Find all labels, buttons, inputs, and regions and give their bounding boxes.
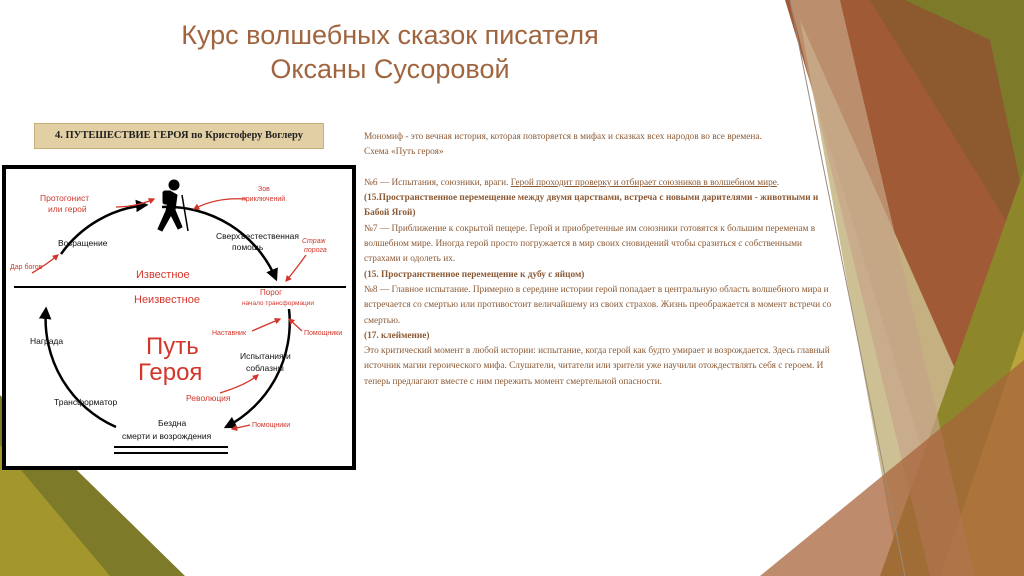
label-call-1: Зов bbox=[258, 186, 270, 193]
stage-6-link[interactable]: Герой проходит проверку и отбирает союзников в волшебном мире bbox=[510, 177, 777, 188]
section-label: 4. ПУТЕШЕСТВИЕ ГЕРОЯ по Кристоферу Воглеру bbox=[34, 123, 324, 149]
stage-reward: Награда bbox=[30, 336, 64, 346]
label-helpers-2: Помощники bbox=[252, 422, 291, 429]
stage-supernatural-1: Сверхъестественная bbox=[216, 231, 299, 241]
label-call-2: приключений bbox=[242, 196, 286, 203]
intro-paragraph: Мономиф - это вечная история, которая повторяется в мифах и сказках всех народов во все времена. bbox=[364, 132, 762, 142]
known-label: Известное bbox=[136, 269, 190, 281]
label-mentor: Наставник bbox=[212, 330, 247, 337]
critical-moment-paragraph: Это критический момент в любой истории: испытание, когда герой как будто умирает и возрождается. Здесь главный источник магии героического мифа. Слушатели, читатели или зрители уже научили отождествлять себя с героем. И теперь предлагают вместе с ним пережить момент смертельной опасности. bbox=[364, 346, 830, 387]
label-threshold-1: Порог bbox=[260, 288, 283, 297]
page-title bbox=[120, 18, 660, 86]
title-line-2: Оксаны Сусоровой bbox=[270, 54, 510, 84]
stage-abyss-2: смерти и возрождения bbox=[122, 431, 212, 441]
stage-return: Возращение bbox=[58, 238, 108, 248]
stage-supernatural-2: помощь bbox=[232, 242, 264, 252]
unknown-label: Неизвестное bbox=[134, 294, 200, 306]
title-line-1: Курс волшебных сказок писателя bbox=[181, 20, 599, 50]
stage-trials-1: Испытания и bbox=[240, 351, 291, 361]
spacer bbox=[364, 161, 834, 176]
label-revolution: Революция bbox=[186, 393, 231, 403]
label-protagonist-1: Протогонист bbox=[40, 193, 90, 203]
hero-journey-diagram bbox=[2, 165, 356, 470]
hero-journey-svg bbox=[6, 169, 352, 466]
stage-trials-2: соблазны bbox=[246, 363, 284, 373]
label-gift: Дар богов bbox=[10, 264, 43, 271]
stage-6-paragraph bbox=[364, 176, 834, 191]
stage-6-title: №6 — Испытания, союзники, враги. bbox=[364, 177, 511, 188]
scheme-title: Схема «Путь героя» bbox=[364, 147, 444, 158]
stage-abyss-1: Бездна bbox=[158, 418, 187, 428]
label-protagonist-2: или герой bbox=[48, 204, 87, 214]
label-helpers: Помощники bbox=[304, 330, 343, 337]
stage-6-dot: . bbox=[776, 177, 780, 188]
text-column bbox=[364, 130, 834, 390]
label-threshold-2: начало трансформации bbox=[242, 300, 315, 307]
stage-transform: Трансформатор bbox=[54, 397, 118, 407]
label-guard-2: порога bbox=[304, 247, 327, 254]
stage-7-paragraph: №7 — Приближение к сокрытой пещере. Герой и приобретенные им союзники готовятся к большим переменам в волшебном мире. Иногда герой просто погружается в мир своих сновидений чтобы сразиться с собственными страхами и одолеть их. bbox=[364, 223, 816, 265]
stage-8-paragraph: №8 — Главное испытание. Примерно в середине истории герой попадает в центральную область волшебного мира и встречается со смертью или противостоит величайшему из своих страхов. Жизнь преображается в момент встречи со смертью. bbox=[364, 284, 832, 326]
note-17: (17. клеймение) bbox=[364, 330, 430, 341]
note-15a: (15.Пространственное перемещение между двумя царствами, встреча с новыми дарителями - животными и Бабой Ягой) bbox=[364, 193, 819, 219]
label-guard-1: Страж bbox=[302, 238, 326, 245]
note-15b: (15. Пространственное перемещение к дубу с яйцом) bbox=[364, 269, 585, 280]
center-title-1: Путь bbox=[146, 333, 199, 360]
center-title-2: Героя bbox=[138, 359, 203, 386]
